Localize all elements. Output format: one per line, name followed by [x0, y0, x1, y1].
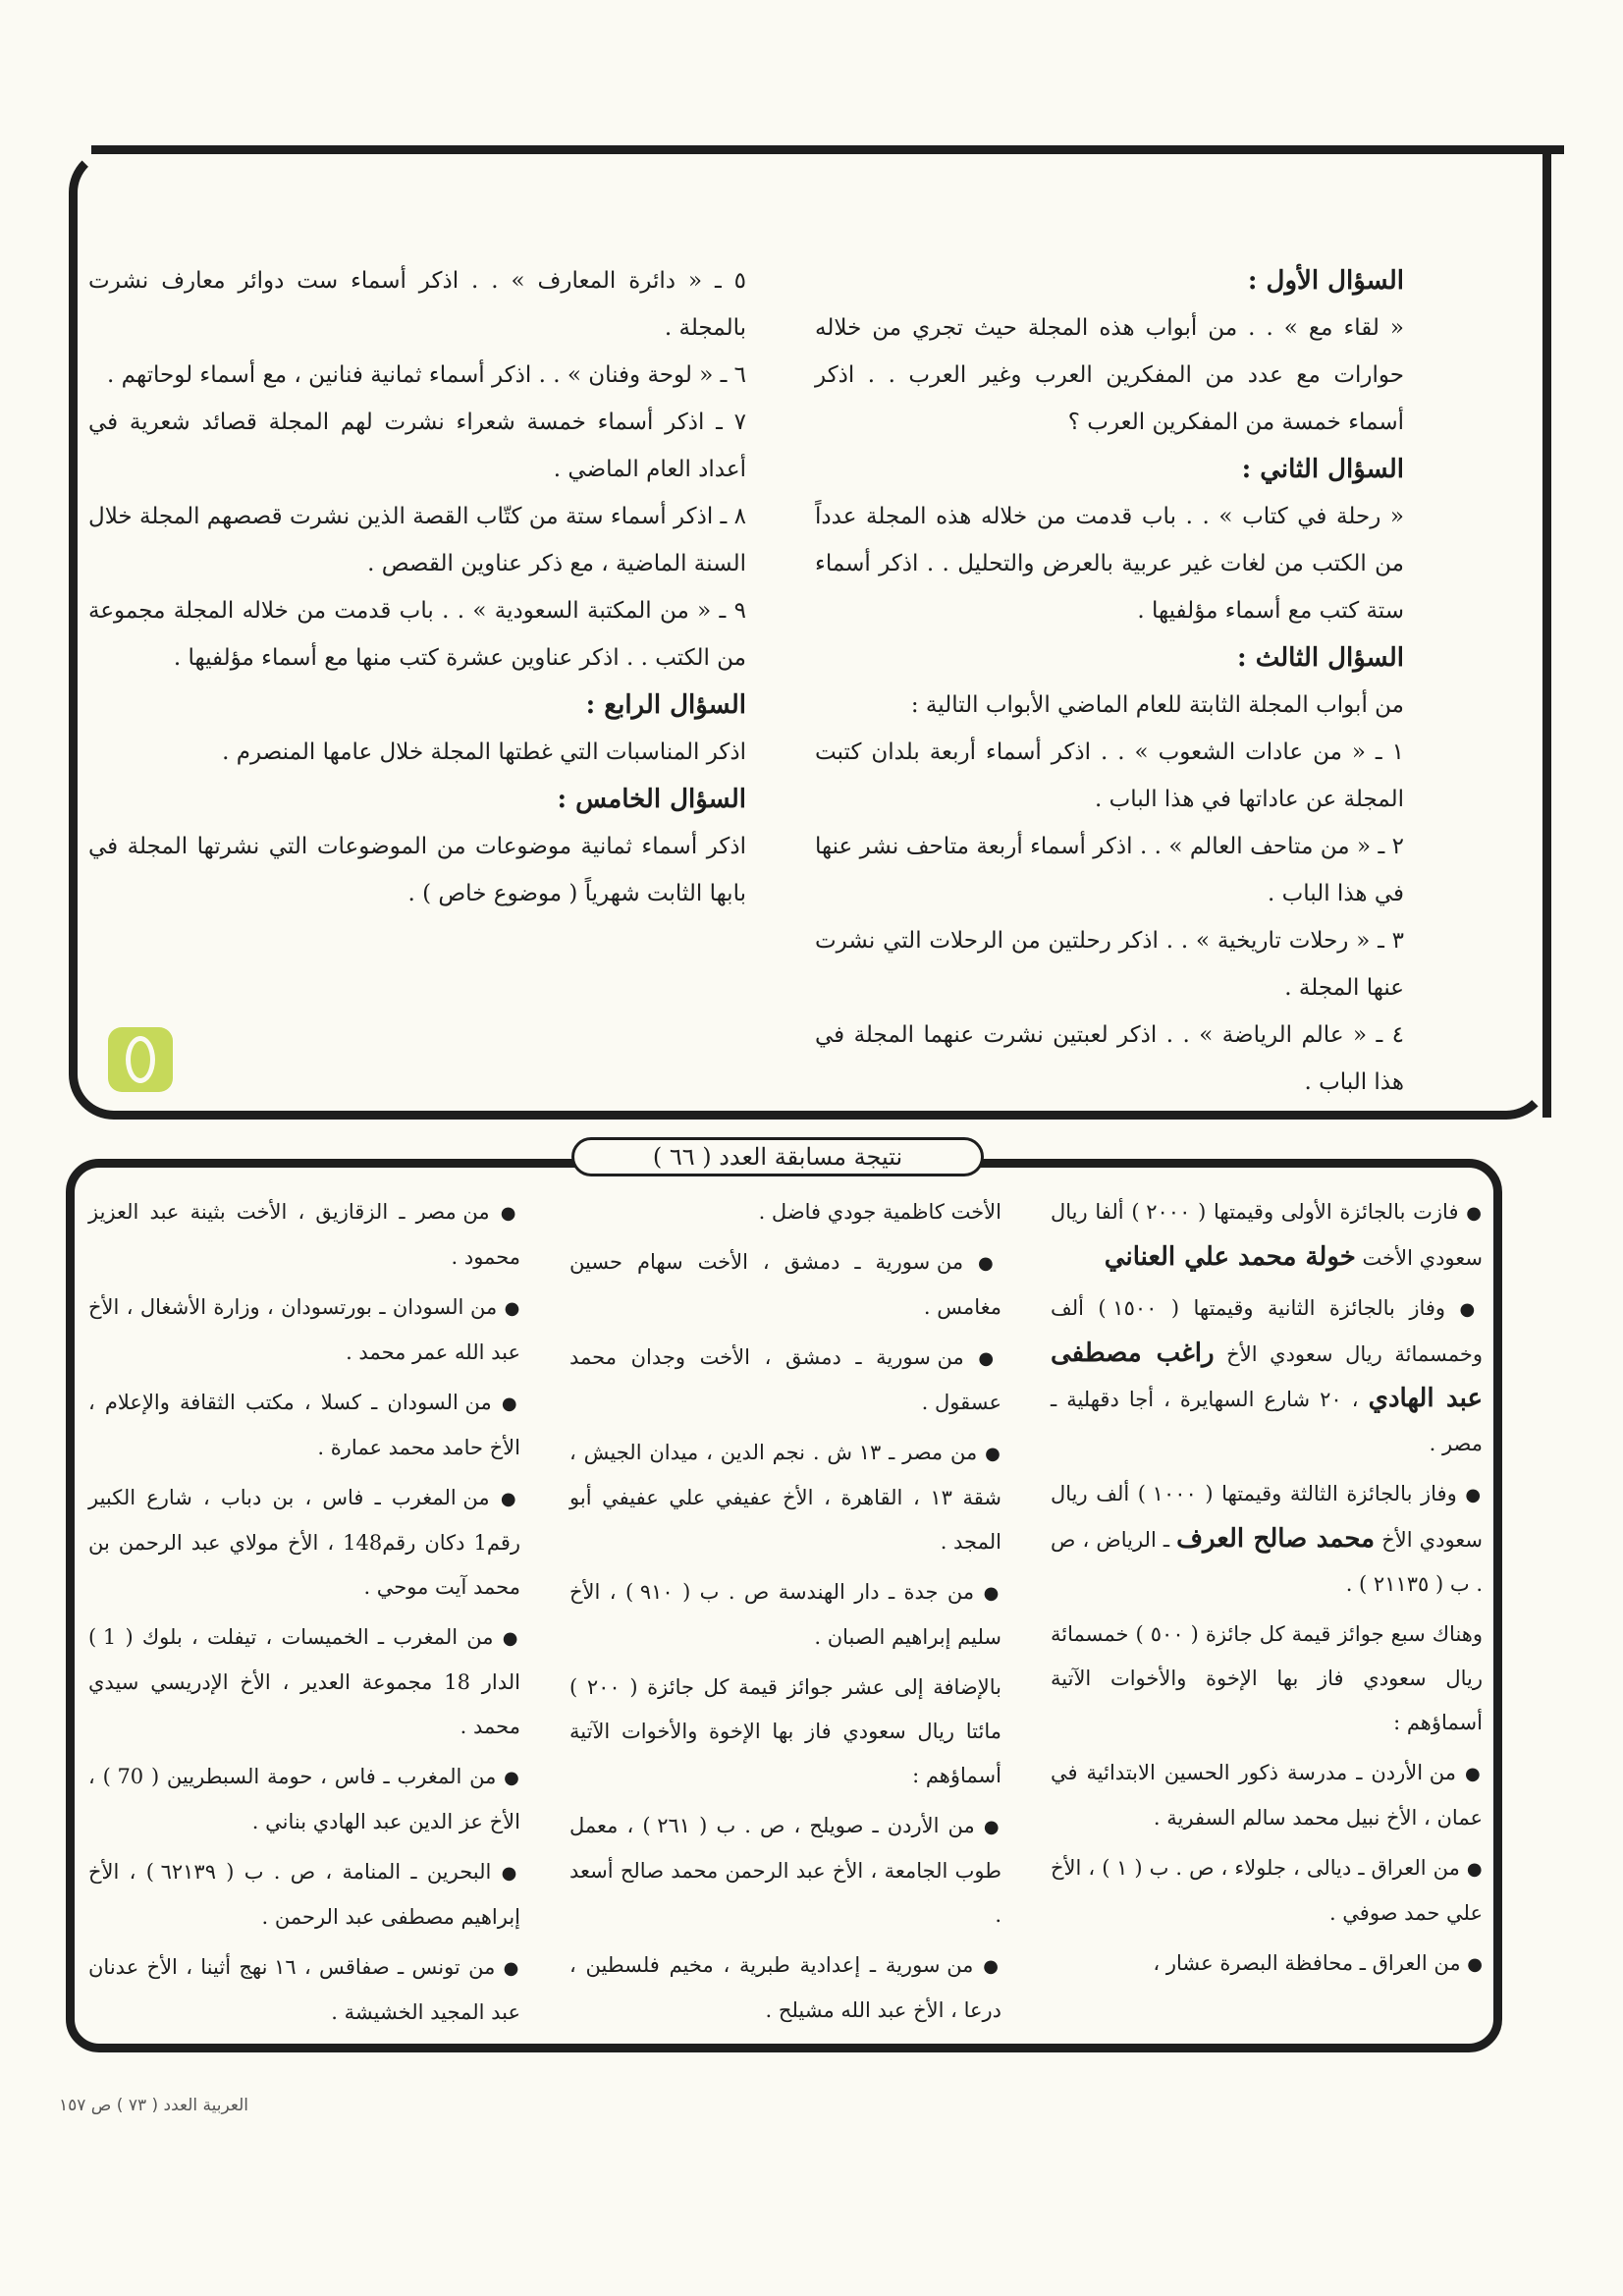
list-item: [88, 1755, 520, 1844]
list-item: [88, 1945, 520, 2035]
second-prize-address: ، ٢٠ شارع السهايرة ، أجا دقهلية ـ مصر .: [1051, 1388, 1483, 1455]
list-item: [569, 1336, 1001, 1425]
results-right-column: [1051, 1190, 1483, 1993]
third-prize-address: ـ الرياض ، ص . ب ( ٢١١٣٥ ) .: [1051, 1528, 1483, 1596]
q1-title: السؤال الأول :: [1247, 266, 1404, 296]
bullet-icon: ●: [983, 1817, 1002, 1837]
bullet-icon: ●: [1464, 1764, 1483, 1784]
list-item: [88, 1381, 520, 1470]
bullet-icon: ●: [983, 1583, 1001, 1604]
winner-entry: من سورية ـ دمشق ، الأخت سهام حسين مغامس .: [569, 1250, 1001, 1319]
bullet-icon: ●: [501, 1394, 520, 1414]
bullet-icon: ●: [503, 1958, 520, 1979]
winner-entry: من تونس ـ صفاقس ، ١٦ نهج أثينا ، الأخ عدنان عبد المجيد الخشيشة .: [88, 1955, 520, 2024]
bullet-icon: ●: [1466, 1859, 1483, 1880]
q3-item: ٤ ـ « عالم الرياضة » . . اذكر لعبتين نشرت عنهما المجلة في هذا الباب .: [815, 1022, 1404, 1095]
list-item: [569, 1240, 1001, 1330]
q2-text: « رحلة في كتاب » . . باب قدمت من خلاله هذه المجلة عدداً من الكتب من لغات غير عربية بالعرض والتحليل . . اذكر أسماء ستة كتب مع أسماء مؤلفيها .: [815, 504, 1404, 624]
q2-title: السؤال الثاني :: [1241, 455, 1404, 484]
list-item: [569, 1804, 1001, 1938]
q4-text: اذكر المناسبات التي غطتها المجلة خلال عامها المنصرم .: [222, 739, 746, 765]
winner-entry: من المغرب ـ فاس ، حومة السبطريين ( 70 ) ، الأخ عز الدين عبد الهادي بناني .: [88, 1765, 520, 1833]
second-prize: [1051, 1286, 1483, 1466]
winner-entry: من السودان ـ كسلا ، مكتب الثقافة والإعلام ، الأخ حامد محمد عمارة .: [88, 1391, 520, 1459]
page-footer: العربية العدد ( ٧٣ ) ص ١٥٧: [59, 2096, 248, 2115]
quiz-right-column: [815, 257, 1404, 1106]
winner-entry: من السودان ـ بورتسودان ، وزارة الأشغال ، الأخ عبد الله عمر محمد .: [88, 1295, 520, 1364]
q3-item: ٨ ـ اذكر أسماء ستة من كتّاب القصة الذين نشرت قصصهم المجلة خلال السنة الماضية ، مع ذكر عناوين القصص .: [88, 504, 746, 576]
first-prize: [1051, 1190, 1483, 1281]
quiz-left-column: [88, 257, 746, 917]
q3-item: ٢ ـ « من متاحف العالم » . . اذكر أسماء أربعة متاحف نشر عنها في هذا الباب .: [815, 834, 1404, 906]
bullet-icon: ●: [978, 1253, 1001, 1274]
ten-prizes-note: بالإضافة إلى عشر جوائز قيمة كل جائزة ( ٢٠٠ ) مائتا ريال سعودي فاز بها الإخوة والأخوات الآتية أسماؤهم :: [569, 1675, 1001, 1787]
winner-entry: من الأردن ـ صويلح ، ص . ب ( ٢٦١ ) ، معمل طوب الجامعة ، الأخ عبد الرحمن محمد صالح أسعد .: [569, 1814, 1001, 1927]
bullet-icon: ●: [500, 1203, 520, 1224]
q5-text: اذكر أسماء ثمانية موضوعات من الموضوعات التي نشرتها المجلة في بابها الثابت شهرياً ( موضوع خاص ) .: [88, 834, 746, 906]
winner-entry: البحرين ـ المنامة ، ص . ب ( ٦٢١٣٩ ) ، الأخ إبراهيم مصطفى عبد الرحمن .: [88, 1860, 520, 1929]
winner-continuation: الأخت كاظمية جودي فاضل .: [758, 1200, 1001, 1224]
list-item: [88, 1190, 520, 1280]
second-prize-text: وفاز بالجائزة الثانية وقيمتها ( ١٥٠٠ ) ألف وخمسمائة ريال سعودي الأخ: [1051, 1296, 1483, 1366]
results-left-column: [88, 1190, 520, 2041]
q3-item: ٧ ـ اذكر أسماء خمسة شعراء نشرت لهم المجلة قصائد شعرية في أعداد العام الماضي .: [88, 410, 746, 482]
list-item: [88, 1285, 520, 1375]
list-item: [569, 1431, 1001, 1564]
q3-item: ٣ ـ « رحلات تاريخية » . . اذكر رحلتين من الرحلات التي نشرت عنها المجلة .: [815, 928, 1404, 1001]
results-middle-column: [569, 1190, 1001, 2039]
bullet-icon: ●: [504, 1768, 520, 1788]
bullet-icon: ●: [1465, 1485, 1483, 1505]
q1-text: « لقاء مع » . . من أبواب هذه المجلة حيث تجري من خلاله حوارات مع عدد من المفكرين العرب وغير العرب . . اذكر أسماء خمسة من المفكرين العرب ؟: [815, 315, 1404, 435]
winner-entry: من مصر ـ ١٣ ش . نجم الدين ، ميدان الجيش ، شقة ١٣ ، القاهرة ، الأخ عفيفي علي عفيفي أبو المجد .: [569, 1441, 1001, 1554]
list-item: [1051, 1941, 1483, 1987]
first-prize-text: فازت بالجائزة الأولى وقيمتها ( ٢٠٠٠ ) ألفا ريال سعودي الأخت: [1051, 1200, 1483, 1270]
winner-entry: من سورية ـ دمشق ، الأخت وجدان محمد عسقول .: [569, 1345, 1001, 1414]
seven-prizes-note: وهناك سبع جوائز قيمة كل جائزة ( ٥٠٠ ) خمسمائة ريال سعودي فاز بها الإخوة والأخوات الآتية أسماؤهم :: [1051, 1622, 1483, 1734]
third-prize-winner: محمد صالح العرف: [1176, 1524, 1376, 1554]
q5-title: السؤال الخامس :: [557, 785, 746, 814]
bullet-icon: ●: [502, 1628, 520, 1649]
winner-entry: من سورية ـ إعدادية طبرية ، مخيم فلسطين ، درعا ، الأخ عبد الله مشيلح .: [569, 1953, 1001, 2022]
list-item: [569, 1570, 1001, 1660]
bullet-icon: ●: [500, 1489, 520, 1509]
list-item: [569, 1943, 1001, 2033]
q3-item: ٩ ـ « من المكتبة السعودية » . . باب قدمت من خلاله المجلة مجموعة من الكتب . . اذكر عناوين عشرة كتب منها مع أسماء مؤلفيها .: [88, 598, 746, 671]
q4-title: السؤال الرابع :: [585, 690, 746, 720]
bullet-icon: ●: [501, 1863, 520, 1884]
winner-entry: من العراق ـ محافظة البصرة عشار ،: [1153, 1951, 1461, 1975]
q3-title: السؤال الثالث :: [1237, 643, 1404, 673]
first-prize-winner: خولة محمد علي العناني: [1104, 1242, 1356, 1272]
winner-entry: من المغرب ـ فاس ، بن دباب ، شارع الكبير رقم1 دكان رقم148 ، الأخ مولاي عبد الرحمن بن محمد آيت موحي .: [88, 1486, 520, 1599]
winner-entry: من المغرب ـ الخميسات ، تيفلت ، بلوك ( 1 ) الدار 18 مجموعة العدير ، الأخ الإدريسي سيدي محمد .: [88, 1625, 520, 1738]
q3-intro: من أبواب المجلة الثابتة للعام الماضي الأبواب التالية :: [910, 692, 1404, 718]
winner-entry: من العراق ـ ديالى ، جلولاء ، ص . ب ( ١ ) ، الأخ علي حمد صوفي .: [1051, 1856, 1483, 1925]
list-item: [88, 1476, 520, 1610]
bullet-icon: ●: [1466, 1203, 1483, 1224]
q3-item: ٥ ـ « دائرة المعارف » . . اذكر أسماء ست دوائر معارف نشرت بالمجلة .: [88, 268, 746, 341]
bullet-icon: ●: [985, 1444, 1001, 1464]
list-item: [1051, 1751, 1483, 1840]
list-item: [88, 1850, 520, 1940]
q3-item: ١ ـ « من عادات الشعوب » . . اذكر أسماء أربعة بلدان كتبت المجلة عن عاداتها في هذا الباب .: [815, 739, 1404, 812]
bullet-icon: ●: [1459, 1299, 1483, 1320]
third-prize-text: وفاز بالجائزة الثالثة وقيمتها ( ١٠٠٠ ) ألف ريال سعودي الأخ: [1051, 1482, 1484, 1552]
magazine-logo-icon: [108, 1027, 173, 1092]
second-prize-winner: راغب مصطفى عبد الهادي: [1051, 1339, 1483, 1413]
results-title: نتيجة مسابقة العدد ( ٦٦ ): [571, 1137, 984, 1176]
bullet-icon: ●: [1467, 1954, 1483, 1975]
bullet-icon: ●: [504, 1298, 520, 1319]
q3-item: ٦ ـ « لوحة وفنان » . . اذكر أسماء ثمانية فنانين ، مع أسماء لوحاتهم .: [107, 362, 746, 388]
bullet-icon: ●: [983, 1956, 1001, 1977]
winner-entry: من مصر ـ الزقازيق ، الأخت بثينة عبد العزيز محمود .: [88, 1200, 520, 1269]
winner-entry: من جدة ـ دار الهندسة ص . ب ( ٩١٠ ) ، الأخ سليم إبراهيم الصبان .: [569, 1580, 1001, 1649]
bullet-icon: ●: [978, 1348, 1001, 1369]
list-item: [1051, 1846, 1483, 1936]
logo-mark: [126, 1036, 155, 1083]
winner-entry: من الأردن ـ مدرسة ذكور الحسين الابتدائية في عمان ، الأخ نبيل محمد سالم السفرية .: [1051, 1761, 1483, 1830]
third-prize: [1051, 1472, 1483, 1607]
list-item: [88, 1615, 520, 1749]
